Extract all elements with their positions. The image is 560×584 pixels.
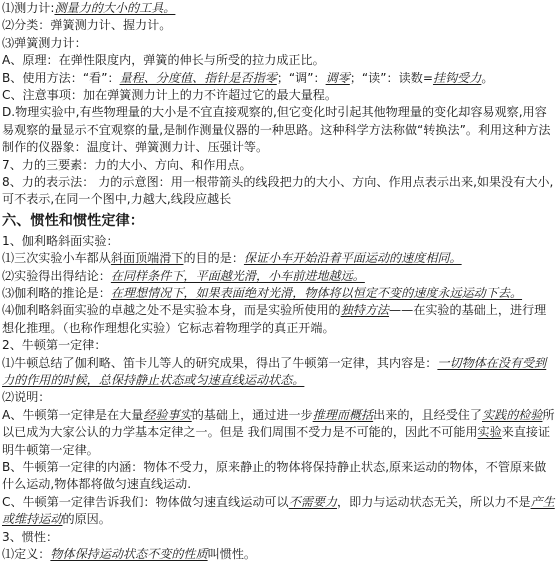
purpose-answer: 保证小车开始沿着平面运动的速度相同。 bbox=[243, 251, 462, 266]
expl-c-3: ，即力与运动状态无关，所以力不是 bbox=[337, 494, 531, 509]
expl-c-2: 不需要力 bbox=[288, 494, 337, 509]
doc-line-galileo: 1、伽利略斜面实验： bbox=[2, 233, 119, 248]
doc-paragraph-conversion-method: D.物理实验中,有些物理量的大小是不宜直接观察的,但它变化时引起其他物理量的变化却容易观察,用容易观察的量显示不宜观察的量,是制作测量仪器的一种思路。这种科学方法称做“转换法”。利用这种方法制作的仪器象：温度计、弹簧测力计、压强计等。 bbox=[2, 105, 551, 155]
method-answer: 独特方法 bbox=[340, 303, 390, 318]
expl-a-3: 的基础上，通过进一步 bbox=[191, 407, 313, 422]
doc-line-dynamometer bbox=[2, 0, 558, 17]
method-prefix: ⑷伽利略斜面实验的卓越之处不是实验本身，而是实验所使用的 bbox=[2, 303, 341, 318]
doc-line-newton-first-law: 2、牛顿第一定律： bbox=[2, 338, 107, 353]
purpose-mid: 的目的是： bbox=[183, 251, 244, 266]
dynamometer-label: ⑴测力计: bbox=[2, 1, 55, 15]
dynamometer-definition: 测量力的大小的工具。 bbox=[54, 1, 176, 15]
expl-a-4: 推理而概括 bbox=[312, 407, 374, 422]
section-title-inertia: 六、惯性和惯性定律： bbox=[2, 212, 144, 229]
doc-paragraph-explanation-a bbox=[2, 407, 558, 459]
expl-a-1: A、牛顿第一定律是在大量 bbox=[2, 407, 144, 422]
usage-adjust-label: ；“调”： bbox=[276, 70, 326, 85]
doc-line-inertia: 3、惯性： bbox=[2, 529, 59, 544]
inference-answer: 在理想情况下，如果表面绝对光滑，物体将以恒定不变的速度永远运动下去。 bbox=[110, 285, 523, 300]
inertia-def-end: 叫惯性。 bbox=[207, 546, 257, 561]
usage-look-label: B、使用方法：“看”： bbox=[2, 70, 120, 85]
doc-paragraph-explanation-b: B、牛顿第一定律的内涵：物体不受力，原来静止的物体将保持静止状态,原来运动的物体，不管原来做什么运动,物体都将做匀速直线运动. bbox=[2, 459, 547, 492]
expl-a-5: 出来的，且经受住了 bbox=[373, 407, 482, 422]
purpose-prefix: ⑴三次实验小车都从 bbox=[2, 251, 111, 266]
usage-read-label: ；“读”：读数= bbox=[349, 70, 433, 85]
doc-line-principle: A、原理：在弹性限度内，弹簧的伸长与所受的拉力成正比。 bbox=[2, 53, 325, 68]
conclusion-label: ⑵实验得出得结论： bbox=[2, 268, 111, 283]
expl-a-8: 实验 bbox=[477, 425, 502, 440]
expl-c-1: C、牛顿第一定律告诉我们：物体做匀速直线运动可以 bbox=[2, 494, 289, 509]
doc-line-usage bbox=[2, 70, 558, 87]
inertia-def-label: ⑴定义： bbox=[2, 546, 51, 561]
expl-a-2: 经验事实 bbox=[143, 407, 192, 422]
doc-line-precautions: C、注意事项：加在弹簧测力计上的力不许超过它的最大量程。 bbox=[2, 87, 337, 102]
newton-content-prefix: ⑴牛顿总结了伽利略、笛卡儿等人的研究成果，得出了牛顿第一定律，其内容是： bbox=[2, 355, 438, 370]
expl-a-7: 所以已成为大家公认的力学基本定律之一。但是 我们周围不受力是不可能的，因此不可能用 bbox=[2, 407, 555, 440]
usage-end: 。 bbox=[481, 70, 494, 85]
usage-look-text: 量程、分度值、指针是否指零 bbox=[119, 70, 277, 85]
usage-adjust-text: 调零 bbox=[325, 70, 350, 85]
newton-content-answer: 一切物体在没有受到力的作用的时候，总保持静止状态或匀速直线运动状态。 bbox=[2, 355, 547, 387]
doc-line-galileo-purpose bbox=[2, 250, 558, 267]
doc-line-explanation: ⑵说明： bbox=[2, 390, 51, 405]
doc-line-galileo-inference bbox=[2, 285, 558, 302]
purpose-slope-top: 斜面顶端滑下 bbox=[110, 251, 184, 266]
inertia-def-answer: 物体保持运动状态不变的性质 bbox=[50, 546, 208, 561]
doc-line-classification: ⑵分类：弹簧测力计、握力计。 bbox=[2, 18, 172, 33]
doc-line-galileo-conclusion bbox=[2, 268, 558, 285]
doc-line-spring-scale: ⑶弹簧测力计： bbox=[2, 35, 87, 50]
expl-c-4: 产生或维持运动 bbox=[2, 494, 555, 527]
expl-a-9: 来直接证明牛顿第一定律。 bbox=[2, 425, 551, 457]
method-suffix: ——在实验的基础上，进行理想化推理。（也称作理想化实验）它标志着物理学的真正开端。 bbox=[2, 303, 547, 335]
doc-line-three-elements: 7、力的三要素：力的大小、方向、和作用点。 bbox=[2, 157, 252, 172]
doc-paragraph-newton-content bbox=[2, 355, 558, 390]
doc-paragraph-explanation-c bbox=[2, 494, 558, 529]
expl-a-6: 实践的检验 bbox=[482, 407, 543, 422]
expl-c-5: 的原因。 bbox=[62, 512, 111, 527]
usage-read-text: 挂钩受力 bbox=[432, 70, 482, 85]
doc-paragraph-force-diagram: 8、力的表示法： 力的示意图：用一根带箭头的线段把力的大小、方向、作用点表示出来,如果没有大小,可不表示,在同一个图中,力越大,线段应越长 bbox=[2, 174, 554, 207]
doc-line-inertia-definition bbox=[2, 546, 558, 563]
inference-label: ⑶伽利略的推论是： bbox=[2, 285, 111, 300]
doc-paragraph-galileo-method bbox=[2, 302, 558, 337]
conclusion-answer: 在同样条件下，平面越光滑，小车前进地越远。 bbox=[110, 268, 365, 283]
